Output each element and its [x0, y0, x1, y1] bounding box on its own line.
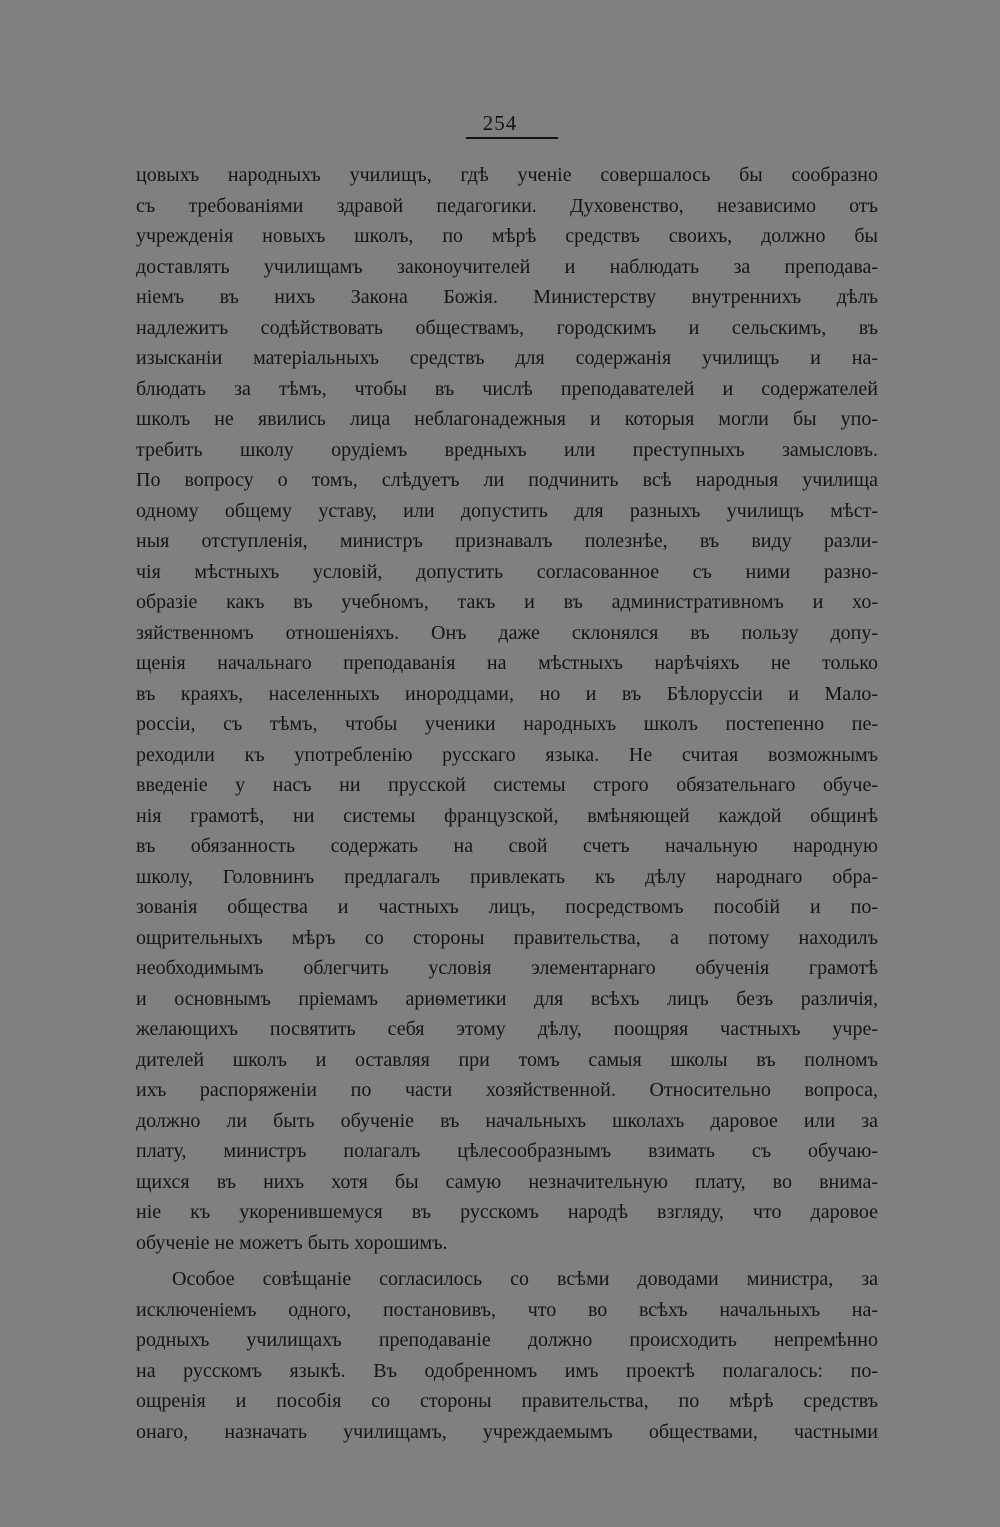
- text-line: россіи, съ тѣмъ, чтобы ученики народныхъ школъ постепенно пе-: [136, 713, 878, 735]
- text-line: онаго, назначать училищамъ, учреждаемымъ обществами, частными: [136, 1420, 878, 1443]
- text-line: образіе какъ въ учебномъ, такъ и въ административномъ и хо-: [136, 591, 878, 613]
- text-line: нія грамотѣ, ни системы французской, вмѣняющей каждой общинѣ: [136, 804, 878, 827]
- text-line: щихся въ нихъ хотя бы самую незначительную плату, во внима-: [136, 1170, 878, 1193]
- text-line: введеніе у насъ ни прусской системы строго обязательнаго обуче-: [136, 774, 878, 796]
- paragraph-1: [136, 160, 878, 1258]
- text-line: дителей школъ и оставляя при томъ самыя школы въ полномъ: [136, 1048, 878, 1071]
- text-line: учрежденія новыхъ школъ, по мѣрѣ средствъ своихъ, должно бы: [136, 225, 878, 247]
- paragraph-2: [136, 1264, 878, 1447]
- page-number-rule: [466, 137, 558, 139]
- text-line: школу, Головнинъ предлагалъ привлекать къ дѣлу народнаго обра-: [136, 865, 878, 888]
- text-line: надлежитъ содѣйствовать обществамъ, городскимъ и сельскимъ, въ: [136, 316, 878, 339]
- text-line: съ требованіями здравой педагогики. Духовенство, независимо отъ: [136, 194, 878, 217]
- text-line: желающихъ посвятить себя этому дѣлу, поощряя частныхъ учре-: [136, 1018, 878, 1040]
- text-line: школъ не явились лица неблагонадежныя и которыя могли бы упо-: [136, 408, 878, 430]
- text-line: изысканіи матеріальныхъ средствъ для содержанія училищъ и на-: [136, 347, 878, 369]
- text-line: обученіе не можетъ быть хорошимъ.: [136, 1231, 448, 1254]
- text-line: въ краяхъ, населенныхъ инородцами, но и въ Бѣлоруссіи и Мало-: [136, 682, 878, 705]
- text-line: цовыхъ народныхъ училищъ, гдѣ ученіе совершалось бы сообразно: [136, 164, 878, 186]
- text-line: одному общему уставу, или допустить для разныхъ училищъ мѣст-: [136, 499, 878, 522]
- text-line: на русскомъ языкѣ. Въ одобренномъ имъ проектѣ полагалось: по-: [136, 1359, 878, 1382]
- text-line: щенія начальнаго преподаванія на мѣстныхъ нарѣчіяхъ не только: [136, 652, 878, 674]
- text-line: чія мѣстныхъ условій, допустить согласованное съ ними разно-: [136, 560, 878, 583]
- text-line: зяйственномъ отношеніяхъ. Онъ даже склонялся въ пользу допу-: [136, 621, 878, 644]
- text-line: ніе къ укоренившемуся въ русскомъ народѣ взгляду, что даровое: [136, 1201, 878, 1223]
- text-line: требить школу орудіемъ вредныхъ или преступныхъ замысловъ.: [136, 438, 878, 461]
- text-line: ныя отступленія, министръ признавалъ полезнѣе, въ виду разли-: [136, 530, 878, 552]
- text-line: По вопросу о томъ, слѣдуетъ ли подчинить всѣ народныя училища: [136, 469, 878, 491]
- page-number: 254: [482, 111, 518, 135]
- text-line: исключеніемъ одного, постановивъ, что во всѣхъ начальныхъ на-: [136, 1298, 878, 1321]
- text-line: должно ли быть обученіе въ начальныхъ школахъ даровое или за: [136, 1109, 878, 1132]
- text-line: ихъ распоряженіи по части хозяйственной. Относительно вопроса,: [136, 1079, 878, 1101]
- text-line: реходили къ употребленію русскаго языка. Не считая возможнымъ: [136, 743, 878, 766]
- text-line: родныхъ училищахъ преподаваніе должно происходить непремѣнно: [136, 1329, 878, 1351]
- text-line: въ обязанность содержать на свой счетъ начальную народную: [136, 835, 878, 857]
- text-line: и основнымъ пріемамъ ариѳметики для всѣхъ лицъ безъ различія,: [136, 987, 878, 1010]
- text-line: Особое совѣщаніе согласилось со всѣми доводами министра, за: [172, 1268, 878, 1290]
- text-line: ощренія и пособія со стороны правительства, по мѣрѣ средствъ: [136, 1390, 878, 1412]
- body-text: [136, 160, 878, 1447]
- text-line: доставлять училищамъ законоучителей и наблюдать за преподава-: [136, 255, 878, 278]
- text-line: необходимымъ облегчить условія элементарнаго обученія грамотѣ: [136, 957, 878, 979]
- text-line: ніемъ въ нихъ Закона Божія. Министерству внутреннихъ дѣлъ: [136, 286, 878, 308]
- text-line: ощрительныхъ мѣръ со стороны правительства, а потому находилъ: [136, 926, 878, 949]
- text-line: блюдать за тѣмъ, чтобы въ числѣ преподавателей и содержателей: [136, 377, 878, 400]
- text-line: зованія общества и частныхъ лицъ, посредствомъ пособій и по-: [136, 896, 878, 918]
- text-line: плату, министръ полагалъ цѣлесообразнымъ взимать съ обучаю-: [136, 1140, 878, 1162]
